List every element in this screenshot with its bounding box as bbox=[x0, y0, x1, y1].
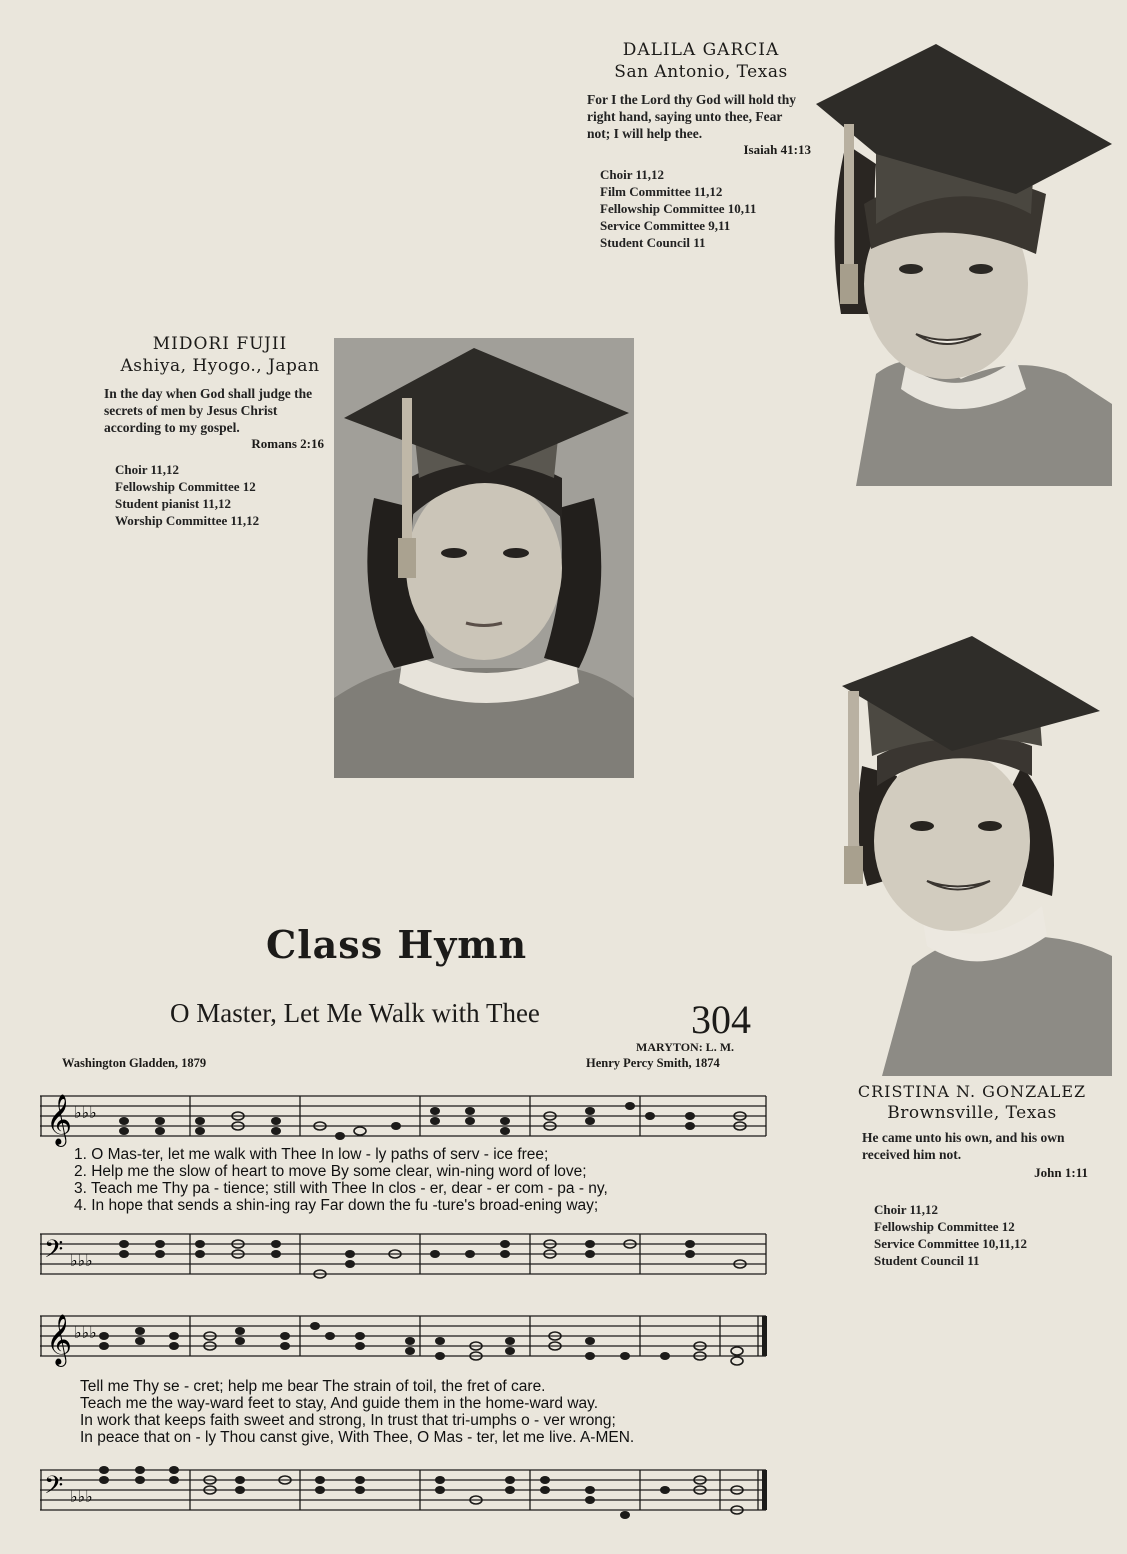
svg-text:𝄢: 𝄢 bbox=[44, 1235, 64, 1270]
graduate-hometown: San Antonio, Texas bbox=[614, 62, 788, 82]
graduate-photo-cristina-gonzalez bbox=[842, 636, 1112, 1076]
svg-text:♭♭♭: ♭♭♭ bbox=[74, 1103, 97, 1122]
graduate-hometown: Brownsville, Texas bbox=[887, 1103, 1057, 1123]
graduate-photo-midori-fujii bbox=[334, 338, 634, 778]
graduate-verse-reference: Isaiah 41:13 bbox=[743, 142, 811, 157]
lyric-verse-1: 1. O Mas-ter, let me walk with Thee In low - ly paths of serv - ice free; bbox=[74, 1146, 549, 1163]
graduate-verse: In the day when God shall judge the secrets of men by Jesus Christ according to my gospel. bbox=[104, 386, 313, 435]
hymn-heading: Class Hymn bbox=[266, 922, 528, 967]
svg-text:♭♭♭: ♭♭♭ bbox=[70, 1487, 93, 1506]
hymn-lyrics-verses-line1 bbox=[74, 1146, 608, 1214]
graduate-activities: Choir 11,12 Film Committee 11,12 Fellowship Committee 10,11 Service Committee 9,11 Student Council 11 bbox=[600, 167, 757, 250]
hymn-text-author: Washington Gladden, 1879 bbox=[62, 1056, 207, 1070]
lyric-verse-4: In peace that on - ly Thou canst give, With Thee, O Mas - ter, let me live. A-MEN. bbox=[80, 1429, 635, 1446]
svg-text:♭♭♭: ♭♭♭ bbox=[74, 1323, 97, 1342]
svg-text:𝄢: 𝄢 bbox=[44, 1471, 64, 1506]
graduate-name: CRISTINA N. GONZALEZ bbox=[857, 1082, 1087, 1101]
graduate-verse: For I the Lord thy God will hold thy right hand, saying unto thee, Fear not; I will help thee. bbox=[587, 92, 797, 141]
graduate-verse: He came unto his own, and his own received him not. bbox=[862, 1130, 1065, 1162]
hymn-lyrics-verses-line2 bbox=[80, 1378, 634, 1446]
hymn-number: 304 bbox=[691, 997, 751, 1042]
hymn-title: O Master, Let Me Walk with Thee bbox=[170, 998, 540, 1028]
graduate-cristina-gonzalez bbox=[852, 1082, 1092, 1269]
graduate-verse-reference: John 1:11 bbox=[1034, 1165, 1088, 1180]
graduate-midori-fujii bbox=[104, 334, 336, 529]
graduate-activities: Choir 11,12 Fellowship Committee 12 Service Committee 10,11,12 Student Council 11 bbox=[874, 1202, 1028, 1268]
hymn-composer: Henry Percy Smith, 1874 bbox=[586, 1056, 720, 1070]
lyric-verse-1: Tell me Thy se - cret; help me bear The strain of toil, the fret of care. bbox=[80, 1378, 546, 1395]
graduate-dalila-garcia bbox=[583, 40, 819, 251]
lyric-verse-4: 4. In hope that sends a shin-ing ray Far down the fu -ture's broad-ening way; bbox=[74, 1197, 599, 1214]
svg-text:♭♭♭: ♭♭♭ bbox=[70, 1251, 93, 1270]
lyric-verse-3: In work that keeps faith sweet and strong, In trust that tri-umphs o - ver wrong; bbox=[80, 1412, 616, 1429]
graduate-name: MIDORI FUJII bbox=[152, 334, 288, 354]
lyric-verse-2: Teach me the way-ward feet to stay, And guide them in the home-ward way. bbox=[80, 1395, 599, 1412]
music-staff-bass-1 bbox=[40, 1226, 768, 1286]
music-staff-treble-1 bbox=[40, 1088, 768, 1148]
lyric-verse-2: 2. Help me the slow of heart to move By some clear, win-ning word of love; bbox=[74, 1163, 587, 1180]
music-staff-bass-2 bbox=[40, 1462, 768, 1526]
hymn-tune: MARYTON: L. M. bbox=[636, 1040, 735, 1054]
lyric-verse-3: 3. Teach me Thy pa - tience; still with Thee In clos - er, dear - er com - pa - ny, bbox=[74, 1180, 608, 1197]
music-staff-treble-2 bbox=[40, 1308, 768, 1368]
graduate-photo-dalila-garcia bbox=[816, 44, 1112, 486]
graduate-name: DALILA GARCIA bbox=[622, 40, 780, 60]
svg-text:𝄞: 𝄞 bbox=[46, 1094, 73, 1145]
svg-text:𝄞: 𝄞 bbox=[46, 1314, 73, 1365]
graduate-verse-reference: Romans 2:16 bbox=[251, 436, 324, 451]
graduate-activities: Choir 11,12 Fellowship Committee 12 Student pianist 11,12 Worship Committee 11,12 bbox=[115, 462, 260, 528]
graduate-hometown: Ashiya, Hyogo., Japan bbox=[120, 356, 320, 376]
